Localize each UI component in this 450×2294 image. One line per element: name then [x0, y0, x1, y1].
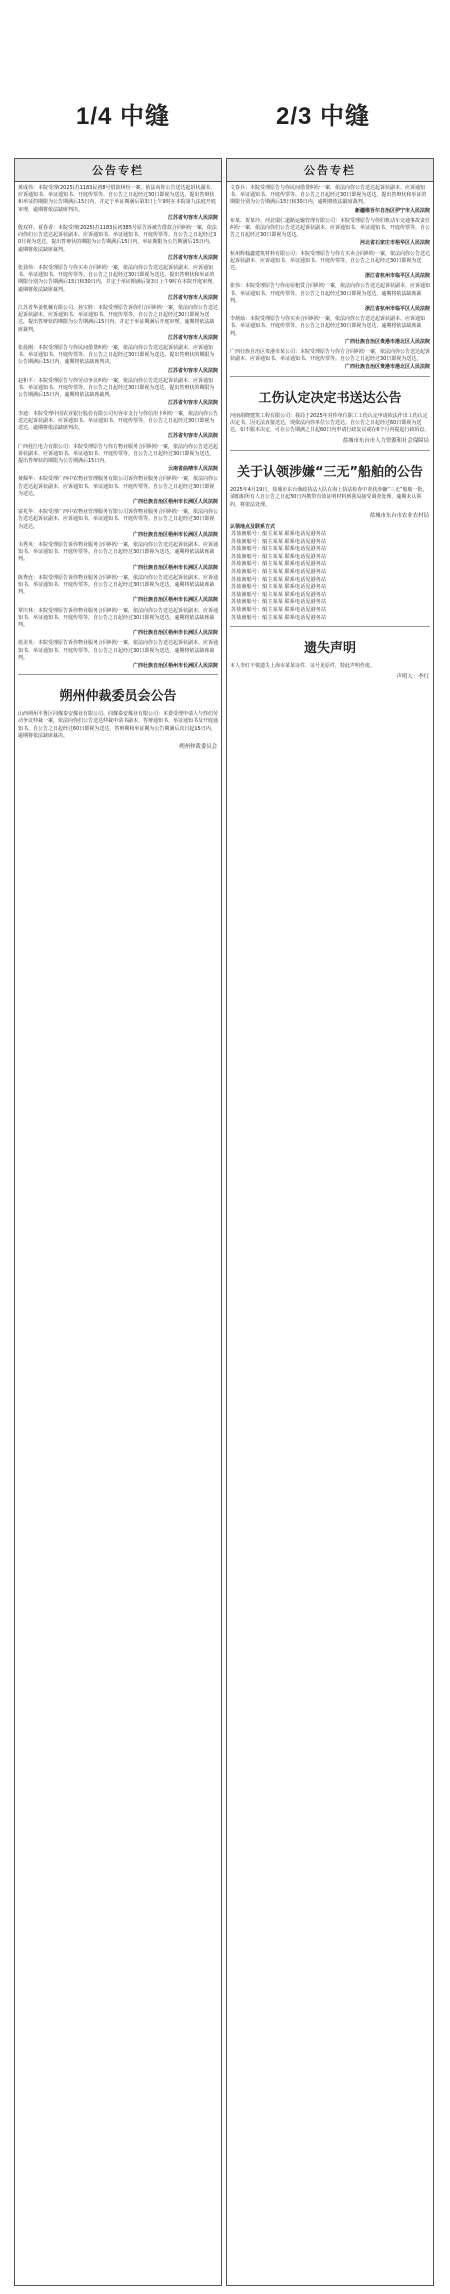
work-injury-sign: 盐城市东台市人力资源和社会保障局 — [342, 438, 429, 445]
notice-body: 李炳灿：本院受理原告与你买卖合同纠纷一案，依法向你公告送达起诉状副本、应诉通知书、举证通知书、开庭传票等。自公告之日起经过30日即视为送达，逾期将依法缺席裁判。 — [230, 316, 426, 337]
vessel-claim-sign: 盐城市东台市农业农村局 — [369, 512, 429, 519]
notice-body: 李迪：本院受理中国农业银行股份有限公司句容市支行与你信用卡纠纷一案，依法向你公告送达起诉状副本、应诉通知书、举证通知书、开庭传票等。自公告之日起经过30日即视为送达，逾期将依法缺席判决。 — [18, 410, 219, 432]
right-notice-column — [226, 158, 434, 2286]
court-notice — [15, 342, 221, 375]
notice-body: 布某、贺某玲、河北瑞仁道路运输管理有限公司：本院受理原告与你们机动车交通事故责任纠纷一案，依法向你们公告送达起诉状副本、应诉通知书、举证通知书、开庭传票等。自公告之日起经过30日即视为送达。 — [230, 217, 431, 239]
notice-body: 赵和平：本院受理原告与你劳动争议纠纷一案，依法向你公告送达起诉状副本、应诉通知书、举证通知书、开庭传票等。自公告之日起经过30日即视为送达，提出答辩状的期限为公告期满后15日内，逾期将依法缺席裁判。 — [18, 377, 215, 399]
divider — [18, 674, 218, 675]
court-notice — [15, 473, 221, 506]
right-column-title: 公告专栏 — [227, 159, 433, 182]
vessel-claim-body: 2025年4月19日，盐城市东台渔政执法大队在海上执法检查中查获涉嫌“三无”船舶一批。请船舶所有人自公告之日起30日内携带有效证明材料到我局接受调查处理，逾期未认领的，将依法处理。 — [230, 487, 428, 508]
work-injury-title: 工伤认定决定书送达公告 — [258, 390, 402, 406]
claim-line: 苏盐渔船号：船主某某 联系电话见港务站 — [231, 538, 327, 545]
left-notices-list — [15, 182, 221, 670]
notice-court: 江苏省句容市人民法院 — [167, 367, 218, 374]
right-notices-list — [227, 182, 433, 372]
notice-court: 广西壮族自治区梧州市长洲区人民法院 — [132, 531, 218, 538]
notice-court: 广西壮族自治区梧州市长洲区人民法院 — [132, 630, 218, 637]
claim-line: 苏盐渔船号：船主某某 联系电话见港务站 — [231, 553, 327, 560]
arbitration-sign: 朔州仲裁委员会 — [179, 744, 217, 750]
claim-line: 苏盐渔船号：船主某某 联系电话见港务站 — [231, 584, 327, 591]
notice-court: 江苏省句容市人民法院 — [167, 433, 218, 440]
court-notice — [227, 182, 433, 215]
left-notice-column — [14, 158, 222, 2286]
claim-line: 苏盐渔船号：船主某某 联系电话见港务站 — [231, 531, 327, 538]
notice-body: 黄成伟：本院受理(2025)苏1183民初8号借款纠纷一案，依法向你公告送达起诉状副本、应诉通知书、举证通知书、开庭传票等。自公告之日起经过30日即视为送达，提出答辩状和举证的期限为公告期满后15日内，并定于举证期满后第3日上午9时在本院第九法庭开庭审理，逾期将依法缺席判决。 — [18, 185, 216, 213]
arbitration-body: 山西朔州平鲁区同煤泰安煤业有限公司、同煤泰安煤业有限公司：本委受理申请人与你们劳动争议仲裁一案，依法向你们公告送达仲裁申请书副本、答辩通知书、举证通知书及开庭通知书。自公告之日起经过60日即视为送达，答辩期和举证期为公告期满后次日起15日内，逾期将依法缺席裁决。 — [18, 711, 219, 739]
court-notice — [15, 408, 221, 441]
right-column-heading: 2/3 中缝 — [276, 103, 371, 130]
notice-court: 河北省石家庄市裕华区人民法院 — [359, 240, 430, 247]
notice-court: 江苏省句容市人民法院 — [167, 334, 218, 341]
claim-line: 苏盐渔船号：船主某某 联系电话见港务站 — [231, 607, 327, 614]
claims-heading: 认领地点及联系方式 — [230, 523, 276, 530]
notice-body: 蓝美英：本院受理原告诉你物业服务合同纠纷一案，依法向你公告送达起诉状副本、应诉通知书、举证通知书、开庭传票等。自公告之日起经过30日即视为送达，逾期将依法缺席裁判。 — [18, 640, 219, 661]
work-injury-body: 河南胡晓建筑工程有限公司：我局于2025年对你单位职工工伤认定申请依法作出工伤认定决定书，因无法直接送达，现依法向你单位公告送达。自公告之日起经过60日即视为送达。如不服本决定，可在公告期满之日起60日内申请行政复议或在6个月内提起行政诉讼。 — [230, 412, 430, 434]
court-notice — [227, 346, 433, 372]
notice-court: 浙江省杭州市临平区人民法院 — [364, 273, 430, 280]
vessel-claim-title: 关于认领涉嫌“三无”船舶的公告 — [236, 465, 424, 481]
claim-line: 苏盐渔船号：船主某某 联系电话见港务站 — [231, 599, 327, 606]
court-notice — [15, 506, 221, 539]
notice-body: 富兆华：本院受理广西中农物业管理服务有限公司诉你物业服务合同纠纷一案，依法向你公告送达起诉状副本、应诉通知书、举证通知书、开庭传票等。自公告之日起经过30日即视为送达。 — [18, 509, 219, 530]
notice-court: 广西壮族自治区贵港市港北区人民法院 — [344, 338, 430, 345]
court-notice — [227, 280, 433, 313]
notice-court: 江苏省句容市人民法院 — [167, 294, 218, 301]
notice-court: 广西壮族自治区梧州市长洲区人民法院 — [132, 597, 218, 604]
court-notice — [227, 313, 433, 346]
court-notice — [15, 605, 221, 638]
notice-body: 广西壮族自治区贵港市某公司：本院受理原告与你方合同纠纷一案，依法向你公告送达起诉状副本、应诉通知书、举证通知书、开庭传票等。自公告之日起经过30日即视为送达。 — [230, 349, 431, 363]
court-notice — [15, 441, 221, 474]
claim-line: 苏盐渔船号：船主某某 联系电话见港务站 — [231, 569, 327, 576]
divider — [230, 450, 430, 451]
notice-court: 新疆维吾尔自治区伊宁市人民法院 — [354, 207, 430, 214]
notice-body: 广西桂江电力有限公司：本院受理原告与你方物业服务合同纠纷一案，依法向你公告送达起诉状副本、应诉通知书、举证通知书、开庭传票等。自公告之日起经过30日即视为送达，提出答辩状的期限为公告期满后15日内。 — [18, 443, 219, 464]
court-notice — [15, 375, 221, 408]
left-column-heading: 1/4 中缝 — [76, 103, 171, 130]
court-notice — [15, 572, 221, 605]
claim-line: 苏盐渔船号：船主某某 联系电话见港务站 — [231, 614, 327, 621]
notice-court: 江苏省句容市人民法院 — [167, 254, 218, 261]
court-notice — [15, 222, 221, 262]
notice-body: 杭州辉翰鑫建筑材料有限公司：本院受理原告与你方买卖合同纠纷一案，依法向你公告送达起诉状副本、应诉通知书、举证通知书、开庭传票等。自公告之日起经过30日即视为送达。 — [230, 250, 431, 272]
lost-statement-body: 本人李红不慎遗失上海市某某证件，证号见原件，特此声明作废。 — [230, 663, 376, 670]
court-notice — [227, 248, 433, 281]
notice-body: 张劲伟：本院受理原告与你买卖合同纠纷一案，依法向你公告送达起诉状副本、应诉通知书、举证通知书、开庭传票等。自公告之日起经过30日即视为送达。提出答辩状和举证的期限分别为公告期满后15日和30日内，并定于举证期满后第3日上午9时在本院开庭审理，逾期将依法缺席裁判。 — [18, 265, 218, 293]
notice-court: 广西壮族自治区梧州市长洲区人民法院 — [132, 498, 218, 505]
notice-court: 江苏省句容市人民法院 — [167, 400, 218, 407]
notice-body: 江苏省华姜机械有限公司、孙宝胜：本院受理原告诉你们合同纠纷一案，依法向你公告送达起诉状副本、应诉通知书、举证通知书、开庭传票等。自公告之日起经过30日即视为送达，提出答辩状的期限为公告期满后15日内，并定于举证期满后开庭审理，逾期将依法缺席裁判。 — [18, 305, 219, 333]
divider — [230, 376, 430, 377]
claim-line: 苏盐渔船号：船主某某 联系电话见港务站 — [231, 546, 327, 553]
claims-list — [227, 531, 433, 622]
notice-body: 陈秀连：本院受理原告诉你物业服务合同纠纷一案，依法向你公告送达起诉状副本、应诉通知书、举证通知书、开庭传票等。自公告之日起经过30日即视为送达，逾期将依法缺席裁判。 — [18, 574, 219, 596]
court-notice — [15, 182, 221, 222]
claim-line: 苏盐渔船号：船主某某 联系电话见港务站 — [231, 561, 327, 568]
notice-court: 云南省曲靖市人民法院 — [167, 466, 218, 473]
left-column-title: 公告专栏 — [15, 159, 221, 182]
notice-body: 黄佩华：本院受理广西中农物业管理服务有限公司诉你物业服务合同纠纷一案，依法向你公告送达起诉状副本、应诉通知书、举证通知书、开庭传票等。自公告之日起经过30日即视为送达。 — [18, 476, 219, 497]
lost-statement-title: 遗失声明 — [303, 641, 356, 657]
notice-body: 文春兵：本院受理原告与你民间借贷纠纷一案，依法向你公告送达起诉状副本、应诉通知书、举证通知书、开庭传票等。自公告之日起经过30日即视为送达，提出答辩状和举证的期限分别为公告期满后15日和30日内，逾期将依法缺席裁判。 — [230, 185, 427, 206]
lost-statement-sign: 声明人：李红 — [396, 674, 429, 681]
claim-line: 苏盐渔船号：船主某某 联系电话见港务站 — [231, 576, 327, 583]
court-notice — [15, 262, 221, 302]
arbitration-title: 朔州仲裁委员会公告 — [59, 689, 177, 705]
court-notice — [15, 302, 221, 342]
divider — [230, 626, 430, 627]
notice-court: 广西壮族自治区梧州市长洲区人民法院 — [132, 564, 218, 571]
court-notice — [15, 637, 221, 670]
court-notice — [15, 539, 221, 572]
court-notice — [227, 215, 433, 248]
claim-line: 苏盐渔船号：船主某某 联系电话见港务站 — [231, 591, 327, 598]
notice-body: 殷双祥、夏春香：本院受理(2025)苏1183民初385号原告诉被告借款合同纠纷一案，依法向你们公告送达起诉状副本、应诉通知书、举证通知书、开庭传票等。自公告之日起经过30日视为送达，提出答辩状的期限为公告期满后15日内，举证期限为公告期满后15日内。逾期将依法缺席裁判。 — [18, 225, 217, 253]
notice-body: 张伟：本院受理原告与你房屋租赁合同纠纷一案，依法向你公告送达起诉状副本、应诉通知书、举证通知书、开庭传票等。自公告之日起经过30日即视为送达，逾期将依法缺席裁判。 — [230, 283, 431, 304]
notice-court: 广西壮族自治区梧州市长洲区人民法院 — [132, 662, 218, 669]
notice-body: 覃庆林：本院受理原告诉你物业服务合同纠纷一案，依法向你公告送达起诉状副本、应诉通知书、举证通知书、开庭传票等。自公告之日起经过30日即视为送达，逾期将依法缺席裁判。 — [18, 607, 219, 628]
notice-court: 广西壮族自治区贵港市港北区人民法院 — [344, 364, 430, 371]
notice-court: 江苏省句容市人民法院 — [167, 214, 218, 221]
notice-court: 浙江省杭州市临平区人民法院 — [364, 306, 430, 313]
notice-body: 韦秀英：本院受理原告诉你物业服务合同纠纷一案，依法向你公告送达起诉状副本、应诉通知书、举证通知书、开庭传票等。自公告之日起经过30日即视为送达，逾期将依法缺席裁判。 — [18, 541, 219, 563]
notice-body: 张晨刚：本院受理原告与你民间借贷纠纷一案，依法向你公告送达起诉状副本、应诉通知书、举证通知书、开庭传票等。自公告之日起经过30日即视为送达。提出答辩状的期限为公告期满后15日内，逾期将依法缺席判决。 — [18, 345, 215, 366]
